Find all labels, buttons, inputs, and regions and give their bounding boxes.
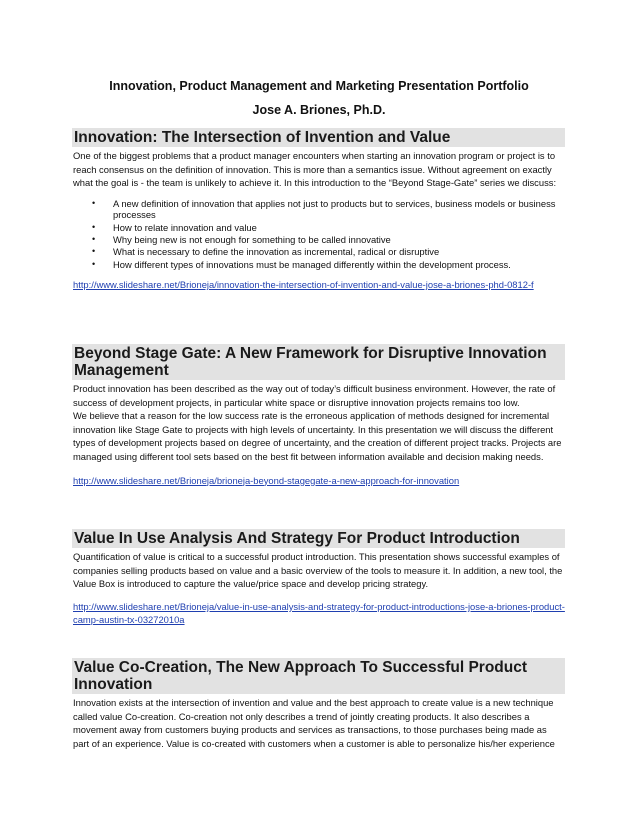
section-paragraph: One of the biggest problems that a product manager encounters when starting an innovation program or project is to reach consensus on the definition of innovation. This is more than a semantics issue. Without agreement on exactly what the goal is - the team is unlikely to achieve it. In this introduction to the “Beyond Stage-Gate” series we discuss: xyxy=(73,150,557,189)
section-paragraph: Innovation exists at the intersection of invention and value and the best approach to create value is a new technique called value Co-creation. Co-creation not only describes a trend of jointly creating products. It also describes a movement away from customers buying products and services as transactions, to those purchases being made as part of an experience. Value is co-created with customers when a customer is able to personalize his/her experience xyxy=(73,697,555,749)
list-item: • What is necessary to define the innovation as incremental, radical or disruptive xyxy=(92,246,440,258)
list-item: • How to relate innovation and value xyxy=(92,221,257,233)
bullet-icon: • xyxy=(92,197,96,208)
section-paragraph: Quantification of value is critical to a successful product introduction. This presentation shows successful examples of companies selling products based on value and a basic overview of the tools to measure it. In addition, a new tool, the Value Box is introduced to capture the value/price space and develop pricing strategy. xyxy=(73,551,563,590)
section-value-in-use xyxy=(73,529,565,627)
section-heading: Beyond Stage Gate: A New Framework for Disruptive Innovation Management xyxy=(72,344,565,380)
section-body xyxy=(73,149,565,292)
section-heading: Value In Use Analysis And Strategy For Product Introduction xyxy=(72,529,565,548)
bullet-icon: • xyxy=(92,258,96,269)
section-paragraph: We believe that a reason for the low success rate is the erroneous application of methods designed for incremental innovation like Stage Gate to projects with high levels of uncertainty. In this presentation we will discuss the different types of development projects based on degree of uncertainty, and the creation of different project tracks. Projects are managed using different tool sets based on the best fit between information available and decision making needs. xyxy=(73,410,562,462)
document-title: Innovation, Product Management and Marketing Presentation Portfolio xyxy=(109,79,529,93)
list-item: • A new definition of innovation that applies not just to products but to services, business models or business processes xyxy=(92,197,556,221)
section-body xyxy=(73,382,565,487)
bullet-list xyxy=(73,198,565,270)
section-value-co-creation xyxy=(73,658,565,750)
slideshare-link[interactable]: http://www.slideshare.net/Brioneja/innovation-the-intersection-of-invention-and-value-jose-a-briones-phd-0812-f xyxy=(73,279,534,291)
document-author: Jose A. Briones, Ph.D. xyxy=(252,103,386,117)
list-item: • Why being new is not enough for something to be called innovative xyxy=(92,234,391,245)
section-body xyxy=(73,696,565,750)
section-paragraph: Product innovation has been described as the way out of today’s difficult business environment. However, the rate of success of development projects, in particular white space or disruptive innovation projects remains too low. xyxy=(73,383,556,408)
bullet-icon: • xyxy=(92,234,96,244)
slideshare-link[interactable]: http://www.slideshare.net/Brioneja/brioneja-beyond-stagegate-a-new-approach-for-innovation xyxy=(73,474,460,486)
bullet-icon: • xyxy=(92,246,96,257)
slideshare-link[interactable]: http://www.slideshare.net/Brioneja/value-in-use-analysis-and-strategy-for-product-introductions-jose-a-briones-product-camp-austin-tx-03272010a xyxy=(73,600,565,626)
section-heading: Value Co-Creation, The New Approach To Successful Product Innovation xyxy=(72,658,565,694)
section-beyond-stage-gate xyxy=(73,344,565,487)
section-body xyxy=(73,550,565,627)
list-item: • How different types of innovations must be managed differently within the development process. xyxy=(92,258,511,270)
bullet-icon: • xyxy=(92,221,96,232)
section-heading: Innovation: The Intersection of Invention and Value xyxy=(72,128,565,147)
section-innovation xyxy=(73,128,565,292)
